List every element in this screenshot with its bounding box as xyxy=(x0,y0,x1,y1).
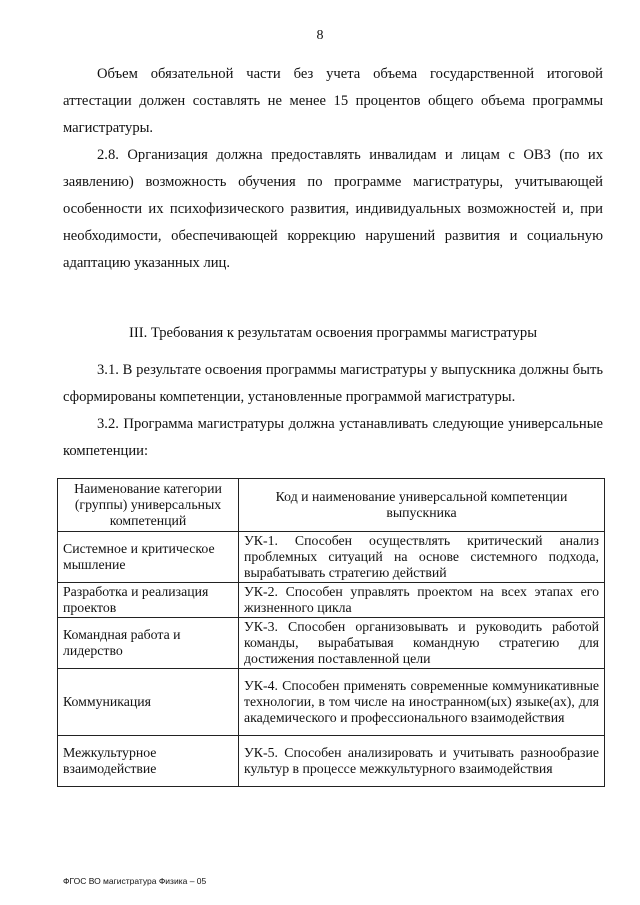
paragraph-2-8: 2.8. Организация должна предоставлять инвалидам и лицам с ОВЗ (по их заявлению) возможность обучения по программе магистратуры, учитывающей особенности их психофизического развития, индивидуальных возможностей и, при необходимости, обеспечивающей коррекцию нарушений развития и социальную адаптацию указанных лиц. xyxy=(63,147,603,271)
table-row xyxy=(58,583,605,618)
row-competence: УК-3. Способен организовывать и руководить работой команды, вырабатывая командную стратегию для достижения поставленной цели xyxy=(239,618,605,669)
row-category: Системное и критическое мышление xyxy=(58,532,239,583)
competencies-table xyxy=(57,478,605,787)
page-number: 8 xyxy=(316,28,324,43)
row-competence: УК-2. Способен управлять проектом на всех этапах его жизненного цикла xyxy=(239,583,605,618)
paragraph-3-2: 3.2. Программа магистратуры должна устанавливать следующие универсальные компетенции: xyxy=(63,416,603,459)
table-row xyxy=(58,669,605,736)
table-row xyxy=(58,736,605,787)
row-competence: УК-4. Способен применять современные коммуникативные технологии, в том числе на иностранном(ых) языке(ах), для академического и профессионального взаимодействия xyxy=(239,669,605,736)
paragraph-part-volume: Объем обязательной части без учета объема государственной итоговой аттестации должен составлять не менее 15 процентов общего объема программы магистратуры. xyxy=(63,66,603,136)
row-category: Межкультурное взаимодействие xyxy=(58,736,239,787)
header-competence: Код и наименование универсальной компетенции выпускника xyxy=(239,479,605,532)
row-category: Коммуникация xyxy=(58,669,239,736)
section-heading: III. Требования к результатам освоения программы магистратуры xyxy=(128,325,538,341)
paragraph-3-1: 3.1. В результате освоения программы магистратуры у выпускника должны быть сформированы компетенции, установленные программой магистратуры. xyxy=(63,362,603,405)
row-competence: УК-1. Способен осуществлять критический анализ проблемных ситуаций на основе системного подхода, вырабатывать стратегию действий xyxy=(239,532,605,583)
table-row xyxy=(58,532,605,583)
table-header-row xyxy=(58,479,605,532)
header-category: Наименование категории (группы) универсальных компетенций xyxy=(58,479,239,532)
row-category: Разработка и реализация проектов xyxy=(58,583,239,618)
row-competence: УК-5. Способен анализировать и учитывать разнообразие культур в процессе межкультурного взаимодействия xyxy=(239,736,605,787)
row-category: Командная работа и лидерство xyxy=(58,618,239,669)
table-row xyxy=(58,618,605,669)
footer: ФГОС ВО магистратура Физика – 05 xyxy=(63,876,207,886)
